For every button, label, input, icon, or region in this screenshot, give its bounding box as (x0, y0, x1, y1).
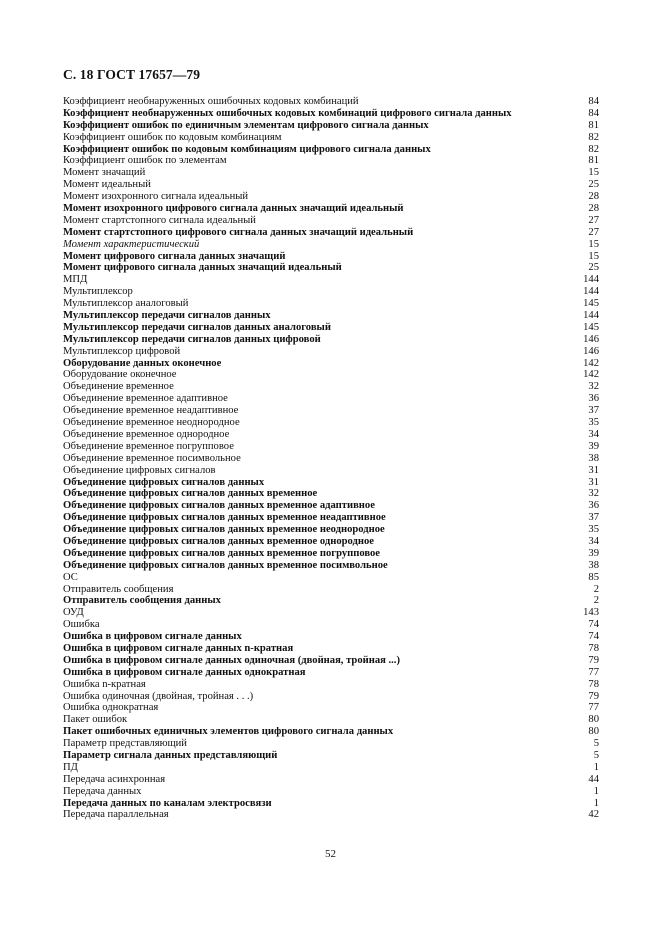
index-entry (63, 405, 599, 417)
index-term: Передача параллельная (63, 809, 169, 821)
index-term: Момент изохронного сигнала идеальный (63, 191, 249, 203)
index-entry (63, 393, 599, 405)
index-page-ref: 78 (588, 678, 599, 690)
index-entry (63, 643, 599, 655)
index-page-ref: 32 (588, 381, 599, 393)
index-page-ref: 142 (583, 357, 599, 369)
index-term: Мультиплексор передачи сигналов данных (63, 310, 271, 322)
index-page-ref: 36 (588, 500, 599, 512)
index-term: Мультиплексор передачи сигналов данных цифровой (63, 333, 321, 345)
index-entry (63, 417, 599, 429)
index-entry (63, 488, 599, 500)
index-page-ref: 5 (593, 749, 599, 761)
index-page-ref: 74 (588, 619, 599, 631)
index-entry (63, 369, 599, 381)
index-entry (63, 144, 599, 156)
index-entry (63, 132, 599, 144)
index-entry (63, 179, 599, 191)
index-term: Момент значащий (63, 167, 146, 179)
index-entry (63, 738, 599, 750)
index-term: Ошибка одиночная (двойная, тройная . . .) (63, 690, 254, 702)
index-term: Объединение цифровых сигналов данных временное посимвольное (63, 559, 388, 571)
index-page-ref: 84 (588, 107, 599, 119)
index-term: Мультиплексор передачи сигналов данных аналоговый (63, 321, 331, 333)
index-entry (63, 215, 599, 227)
index-entry (63, 310, 599, 322)
index-entry (63, 726, 599, 738)
index-page-ref: 146 (583, 345, 599, 357)
index-term: Объединение цифровых сигналов (63, 464, 216, 476)
index-page-ref: 25 (588, 179, 599, 191)
index-term: Момент идеальный (63, 179, 151, 191)
index-entry (63, 548, 599, 560)
index-term: Параметр представляющий (63, 738, 187, 750)
index-page-ref: 39 (588, 547, 599, 559)
index-entry (63, 702, 599, 714)
index-term: Отправитель сообщения данных (63, 595, 221, 607)
index-term: Объединение цифровых сигналов данных временное (63, 488, 318, 500)
index-term: Момент стартстопного сигнала идеальный (63, 214, 256, 226)
index-term: Мультиплексор цифровой (63, 345, 181, 357)
index-entry (63, 750, 599, 762)
index-page-ref: 38 (588, 559, 599, 571)
index-page-ref: 34 (588, 428, 599, 440)
index-term: Передача данных по каналам электросвязи (63, 797, 272, 809)
index-page-ref: 78 (588, 642, 599, 654)
index-term: Объединение временное неадаптивное (63, 405, 239, 417)
index-term: Мультиплексор аналоговый (63, 298, 189, 310)
index-page-ref: 31 (588, 464, 599, 476)
index-entry (63, 786, 599, 798)
index-entry (63, 512, 599, 524)
index-page-ref: 31 (588, 476, 599, 488)
index-page-ref: 27 (588, 214, 599, 226)
index-entry (63, 714, 599, 726)
index-page-ref: 44 (588, 773, 599, 785)
index-term: Ошибка однократная (63, 702, 159, 714)
index-page-ref: 80 (588, 714, 599, 726)
index-page-ref: 38 (588, 452, 599, 464)
index-term: Мультиплексор (63, 286, 133, 298)
index-term: Коэффициент ошибок по кодовым комбинациям (63, 131, 282, 143)
index-term: Объединение временное (63, 381, 174, 393)
index-page-ref: 1 (593, 785, 599, 797)
index-page-ref: 34 (588, 535, 599, 547)
index-term: Объединение цифровых сигналов данных временное погрупповое (63, 547, 381, 559)
index-term: Ошибка в цифровом сигнале данных (63, 631, 242, 643)
index-term: Передача асинхронная (63, 773, 166, 785)
index-term: Оборудование оконечное (63, 369, 177, 381)
index-term: Коэффициент необнаруженных ошибочных кодовых комбинаций (63, 96, 359, 107)
index-entry (63, 286, 599, 298)
index-term: Ошибка n-кратная (63, 678, 146, 690)
index-term: ПД (63, 761, 78, 773)
index-page-ref: 32 (588, 488, 599, 500)
index-entry (63, 322, 599, 334)
index-term: Момент изохронного цифрового сигнала данных значащий идеальный (63, 203, 404, 215)
index-entry (63, 655, 599, 667)
index-entry (63, 798, 599, 810)
index-page-ref: 39 (588, 440, 599, 452)
index-term: МПД (63, 274, 88, 286)
index-page-ref: 2 (593, 583, 599, 595)
index-term: Параметр сигнала данных представляющий (63, 749, 278, 761)
index-entry (63, 595, 599, 607)
index-term: Отправитель сообщения (63, 583, 174, 595)
index-entry (63, 584, 599, 596)
index-entry (63, 381, 599, 393)
index-page-ref: 77 (588, 666, 599, 678)
index-entry (63, 572, 599, 584)
index-entry (63, 560, 599, 572)
index-page-ref: 15 (588, 238, 599, 250)
index-page-ref: 28 (588, 191, 599, 203)
index-term: Момент цифрового сигнала данных значащий идеальный (63, 262, 342, 274)
subject-index-list (63, 96, 599, 821)
index-page-ref: 145 (583, 321, 599, 333)
index-term: Ошибка в цифровом сигнале данных однократная (63, 666, 306, 678)
index-entry (63, 774, 599, 786)
page-header: С. 18 ГОСТ 17657—79 (63, 67, 201, 82)
index-term: Ошибка в цифровом сигнале данных n-кратная (63, 642, 294, 654)
index-page-ref: 27 (588, 226, 599, 238)
index-entry (63, 346, 599, 358)
index-entry (63, 358, 599, 370)
index-entry (63, 631, 599, 643)
index-entry (63, 96, 599, 108)
index-page-ref: 144 (583, 286, 599, 298)
index-page-ref: 142 (583, 369, 599, 381)
index-page-ref: 25 (588, 262, 599, 274)
index-page-ref: 146 (583, 333, 599, 345)
index-term: ОС (63, 571, 78, 583)
index-entry (63, 762, 599, 774)
index-term: Объединение цифровых сигналов данных временное неоднородное (63, 524, 385, 536)
index-term: Объединение временное погрупповое (63, 440, 234, 452)
index-page-ref: 35 (588, 417, 599, 429)
index-page-ref: 81 (588, 119, 599, 131)
index-page-ref: 77 (588, 702, 599, 714)
index-entry (63, 619, 599, 631)
index-term: Пакет ошибок (63, 714, 128, 726)
index-term: Коэффициент ошибок по элементам (63, 155, 227, 167)
index-entry (63, 465, 599, 477)
index-entry (63, 679, 599, 691)
index-term: Объединение цифровых сигналов данных временное однородное (63, 535, 374, 547)
index-term: Объединение цифровых сигналов данных временное адаптивное (63, 500, 375, 512)
index-entry (63, 500, 599, 512)
index-entry (63, 691, 599, 703)
index-entry (63, 274, 599, 286)
index-page-ref: 1 (593, 761, 599, 773)
index-page-ref: 37 (588, 405, 599, 417)
index-term: Ошибка в цифровом сигнале данных одиночная (двойная, тройная ...) (63, 654, 400, 666)
index-term: Момент характеристический (63, 238, 200, 250)
index-entry (63, 809, 599, 821)
index-entry (63, 108, 599, 120)
index-page-ref: 15 (588, 167, 599, 179)
index-page-ref: 79 (588, 690, 599, 702)
index-page-ref: 42 (588, 809, 599, 821)
index-term: Объединение временное посимвольное (63, 452, 241, 464)
index-term: Объединение временное адаптивное (63, 393, 228, 405)
index-term: Пакет ошибочных единичных элементов цифрового сигнала данных (63, 726, 394, 738)
index-entry (63, 453, 599, 465)
index-term: Момент стартстопного цифрового сигнала данных значащий идеальный (63, 226, 414, 238)
index-entry (63, 120, 599, 132)
index-page-ref: 145 (583, 298, 599, 310)
index-page-ref: 82 (588, 143, 599, 155)
index-page-ref: 80 (588, 726, 599, 738)
index-entry (63, 239, 599, 251)
index-page-ref: 37 (588, 512, 599, 524)
index-page-ref: 74 (588, 631, 599, 643)
index-term: Коэффициент ошибок по единичным элементам цифрового сигнала данных (63, 119, 429, 131)
index-entry (63, 607, 599, 619)
index-term: Объединение цифровых сигналов данных временное неадаптивное (63, 512, 386, 524)
index-page-ref: 85 (588, 571, 599, 583)
index-page-ref: 2 (593, 595, 599, 607)
index-entry (63, 155, 599, 167)
index-term: Коэффициент ошибок по кодовым комбинациям цифрового сигнала данных (63, 143, 431, 155)
index-entry (63, 262, 599, 274)
index-page-ref: 15 (588, 250, 599, 262)
index-page-ref: 84 (588, 96, 599, 107)
index-page-ref: 144 (583, 274, 599, 286)
index-page-ref: 144 (583, 310, 599, 322)
index-entry (63, 667, 599, 679)
index-page-ref: 143 (583, 607, 599, 619)
index-entry (63, 441, 599, 453)
index-term: Ошибка (63, 619, 100, 631)
index-entry (63, 524, 599, 536)
index-page-ref: 35 (588, 524, 599, 536)
index-entry (63, 298, 599, 310)
index-term: Оборудование данных оконечное (63, 357, 222, 369)
index-term: Объединение временное неоднородное (63, 417, 240, 429)
index-term: Объединение цифровых сигналов данных (63, 476, 265, 488)
index-entry (63, 251, 599, 263)
index-entry (63, 167, 599, 179)
index-entry (63, 477, 599, 489)
index-entry (63, 334, 599, 346)
index-term: Момент цифрового сигнала данных значащий (63, 250, 286, 262)
index-entry (63, 191, 599, 203)
index-page-ref: 28 (588, 203, 599, 215)
index-entry (63, 536, 599, 548)
index-page-ref: 36 (588, 393, 599, 405)
index-page-ref: 82 (588, 131, 599, 143)
index-term: Передача данных (63, 785, 142, 797)
index-page-ref: 5 (593, 738, 599, 750)
index-term: Объединение временное однородное (63, 428, 230, 440)
index-entry (63, 429, 599, 441)
index-term: Коэффициент необнаруженных ошибочных кодовых комбинаций цифрового сигнала данных (63, 107, 512, 119)
index-term: ОУД (63, 607, 84, 619)
index-page-ref: 1 (593, 797, 599, 809)
index-entry (63, 227, 599, 239)
index-entry (63, 203, 599, 215)
page-number: 52 (325, 848, 336, 860)
index-page-ref: 81 (588, 155, 599, 167)
index-page-ref: 79 (588, 654, 599, 666)
